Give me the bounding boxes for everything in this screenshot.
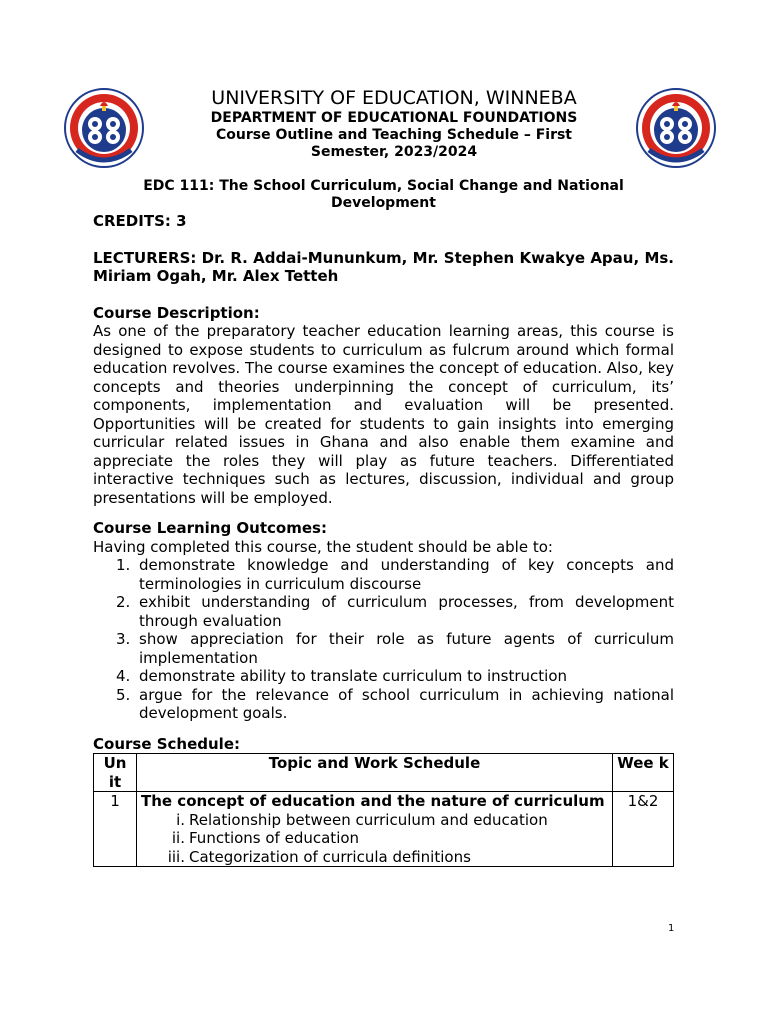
document-header [150,86,638,161]
list-item-text: Functions of education [189,829,360,847]
list-item-number: ii. [171,829,185,847]
outcomes-list [93,556,674,723]
schedule-table [93,753,674,867]
description-text: As one of the preparatory teacher education learning areas, this course is designed to expose students to curriculum as fulcrum around which formal education revolves. The course examines the concept of education. Also, key concepts and theories underpinning the concept of curriculum, its’ components, implementation and evaluation will be presented. Opportunities will be created for students to gain insights into emerging curricular related issues in Ghana and also enable them examine and appreciate the roles they will play as future teachers. Differentiated interactive techniques such as lectures, discussion, individual and group presentations will be employed. [93,322,675,507]
course-title: EDC 111: The School Curriculum, Social Change and National Development [143,178,624,211]
outline-title-line1: Course Outline and Teaching Schedule – First [216,127,572,143]
list-item-text: demonstrate ability to translate curriculum to instruction [139,667,567,685]
document-body [93,178,674,867]
list-item-text: Categorization of curricula definitions [189,847,471,866]
column-header-unit: Un it [94,754,137,792]
outline-title-line2: Semester, 2023/2024 [310,144,478,160]
list-item-number: 3. [116,630,131,648]
list-item [93,593,674,630]
list-item-number: 4. [116,667,131,685]
list-item [141,829,608,848]
list-item [93,686,674,723]
list-item-number: iii. [167,847,185,866]
credits: CREDITS: 3 [93,212,187,230]
university-logo-right [635,84,717,172]
topic-cell [137,792,613,867]
table-row [94,792,674,867]
unit-cell: 1 [94,792,137,867]
description-heading: Course Description: [93,303,260,322]
table-header-row [94,754,674,792]
list-item-text: Relationship between curriculum and education [189,810,548,829]
list-item [93,630,674,667]
university-logo-left [63,84,145,172]
lecturers: LECTURERS: Dr. R. Addai-Mununkum, Mr. Stephen Kwakye Apau, Ms. Miriam Ogah, Mr. Alex Tetteh [93,248,674,285]
column-header-week: Wee k [613,754,674,792]
list-item-number: 5. [116,685,131,704]
department-name: DEPARTMENT OF EDUCATIONAL FOUNDATIONS [210,110,578,126]
outcomes-intro: Having completed this course, the student should be able to: [93,537,553,556]
topic-title: The concept of education and the nature of curriculum [141,792,605,810]
list-item-text: exhibit understanding of curriculum processes, from development through evaluation [139,593,674,630]
column-header-topic: Topic and Work Schedule [137,754,613,792]
university-name: UNIVERSITY OF EDUCATION, WINNEBA [211,87,577,109]
schedule-heading: Course Schedule: [93,734,240,753]
outcomes-heading: Course Learning Outcomes: [93,519,327,537]
list-item-number: 2. [116,593,131,611]
subtopic-list [141,811,608,867]
list-item [93,667,674,686]
list-item-text: demonstrate knowledge and understanding of key concepts and terminologies in curriculum discourse [139,556,674,593]
list-item [141,848,608,867]
list-item-text: show appreciation for their role as future agents of curriculum implementation [139,630,674,667]
list-item [141,811,608,830]
week-cell: 1&2 [613,792,674,867]
list-item-number: 1. [116,556,131,574]
list-item-number: i. [176,810,185,829]
list-item-text: argue for the relevance of school curriculum in achieving national development goals. [139,685,674,722]
page-number: 1 [668,923,675,934]
list-item [93,556,674,593]
